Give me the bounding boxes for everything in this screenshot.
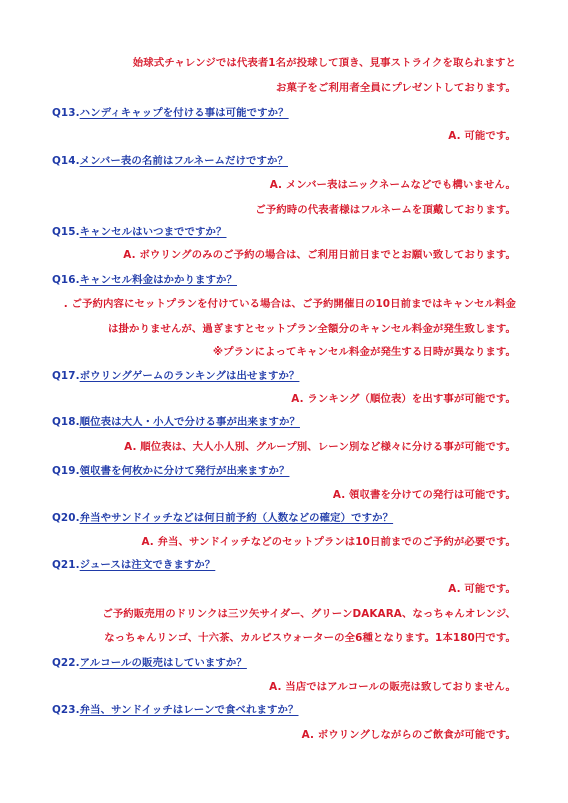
- question-q17[interactable]: [52, 369, 299, 383]
- question-q19[interactable]: [52, 464, 289, 478]
- question-text[interactable]: ハンディキャップを付ける事は可能ですか？: [79, 107, 289, 119]
- question-q13[interactable]: [52, 106, 289, 120]
- answer-line: A. 弁当、サンドイッチなどのセットプランは10日前までのご予約が必要です。: [141, 536, 516, 548]
- answer-line: ※プランによってキャンセル料金が発生する日時が異なります。: [212, 346, 516, 358]
- question-number: Q20.: [52, 512, 80, 524]
- question-number: Q18.: [52, 416, 80, 428]
- question-q20[interactable]: [52, 511, 393, 525]
- question-number: Q21.: [52, 559, 80, 571]
- question-number: Q17.: [52, 370, 80, 382]
- answer-line: なっちゃんリンゴ、十六茶、カルピスウォーターの全6種となります。1本180円です。: [104, 632, 516, 644]
- question-text[interactable]: 弁当、サンドイッチはレーンで食べれますか？: [79, 704, 299, 716]
- answer-line: A. ボウリングしながらのご飲食が可能です。: [301, 729, 516, 741]
- question-number: Q22.: [52, 657, 80, 669]
- answer-line: ご予約販売用のドリンクは三ツ矢サイダー、グリーンDAKARA、なっちゃんオレンジ、: [102, 608, 516, 620]
- answer-line: A. 領収書を分けての発行は可能です。: [332, 489, 516, 501]
- answer-line: A. メンバー表はニックネームなどでも構いません。: [269, 179, 516, 191]
- question-text[interactable]: 領収書を何枚かに分けて発行が出来ますか？: [79, 465, 290, 477]
- question-q23[interactable]: [52, 703, 299, 717]
- question-number: Q14.: [52, 155, 80, 167]
- answer-line: は掛かりませんが、過ぎますとセットプラン全額分のキャンセル料金が発生致します。: [108, 323, 516, 335]
- intro-line: お菓子をご利用者全員にプレゼントしております。: [275, 82, 516, 94]
- question-q15[interactable]: [52, 225, 227, 239]
- answer-line: A. 可能です。: [448, 583, 516, 595]
- question-text[interactable]: キャンセル料金はかかりますか？: [79, 274, 237, 286]
- answer-line: A. ランキング（順位表）を出す事が可能です。: [291, 393, 516, 405]
- question-text[interactable]: キャンセルはいつまでですか？: [79, 226, 227, 238]
- question-number: Q23.: [52, 704, 80, 716]
- question-number: Q15.: [52, 226, 80, 238]
- question-text[interactable]: ボウリングゲームのランキングは出せますか？: [79, 370, 300, 382]
- answer-line: A. 当店ではアルコールの販売は致しておりません。: [269, 681, 516, 693]
- answer-line: . ご予約内容にセットプランを付けている場合は、ご予約開催日の10日前まではキャンセル料金: [63, 298, 516, 310]
- question-number: Q16.: [52, 274, 80, 286]
- answer-line: A. 可能です。: [448, 130, 516, 142]
- answer-line: A. 順位表は、大人小人別、グループ別、レーン別など様々に分ける事が可能です。: [124, 441, 516, 453]
- question-q21[interactable]: [52, 558, 215, 572]
- question-q22[interactable]: [52, 656, 247, 670]
- answer-line: A. ボウリングのみのご予約の場合は、ご利用日前日までとお願い致しております。: [123, 249, 516, 261]
- question-number: Q19.: [52, 465, 80, 477]
- answer-line: ご予約時の代表者様はフルネームを頂戴しております。: [255, 204, 516, 216]
- question-q14[interactable]: [52, 154, 288, 168]
- question-text[interactable]: メンバー表の名前はフルネームだけですか？: [79, 155, 288, 167]
- question-text[interactable]: ジュースは注文できますか？: [79, 559, 216, 571]
- question-text[interactable]: 順位表は大人・小人で分ける事が出来ますか？: [79, 416, 300, 428]
- question-q16[interactable]: [52, 273, 237, 287]
- question-text[interactable]: 弁当やサンドイッチなどは何日前予約（人数などの確定）ですか？: [79, 512, 394, 524]
- intro-line: 始球式チャレンジでは代表者1名が投球して頂き、見事ストライクを取られますと: [132, 57, 516, 69]
- question-text[interactable]: アルコールの販売はしていますか？: [79, 657, 247, 669]
- question-number: Q13.: [52, 107, 80, 119]
- question-q18[interactable]: [52, 415, 300, 429]
